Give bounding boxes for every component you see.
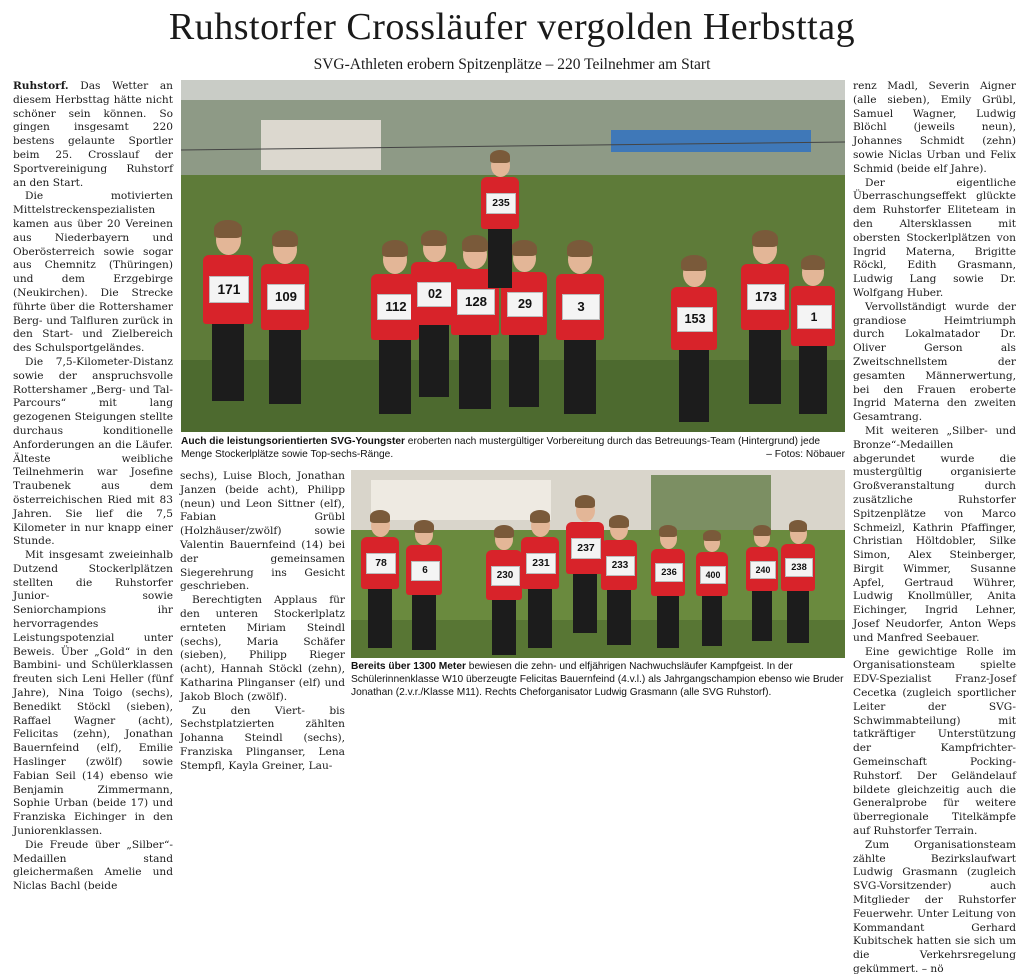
runner — [486, 525, 522, 660]
article-column-2 — [180, 470, 345, 772]
runner-hair — [752, 230, 778, 247]
bib-number: 6 — [411, 561, 440, 581]
caption-text: bewiesen die zehn- und elfjährigen Nachwuchsläufer Kampfgeist. In der Schülerinnenklasse W10 überzeugte Felicitas Bauernfeind (4.v.l.) als Jahrgangschampion ebenso wie Bruder Jonathan (2.v.r./Klasse M11). Rechts Cheforganisator Ludwig Grasmann (alle SVG Ruhstorf). — [351, 661, 844, 698]
bib-number: 400 — [700, 566, 726, 584]
runner — [746, 525, 778, 645]
bib-number: 109 — [267, 284, 305, 310]
paragraph: Das Wetter an diesem Herbsttag hätte nicht schöner sein können. So gingen insgesamt 220 bestens gelaunte Sportler beim 25. Crosslauf der Sportvereinigung Ruhstorf an den Start. — [13, 80, 173, 189]
article-column-4 — [853, 80, 1016, 975]
runner — [361, 510, 399, 653]
runner-hair — [753, 525, 771, 536]
bib-number: 233 — [606, 556, 635, 576]
runner — [741, 230, 789, 410]
runner — [696, 530, 728, 650]
runner — [791, 255, 835, 420]
runner-legs — [749, 330, 780, 404]
bib-number: 173 — [747, 284, 785, 310]
runner-legs — [488, 229, 513, 288]
paragraph: Der eigentliche Überraschungseffekt glückte dem Ruhstorfer Eliteteam in den Altersklassen mit obersten Stockerlplätzen von Ingrid Materna, Brigitte Röckl, Edith Grasmann, Ludwig Lang sowie Dr. Wolfgang Huber. — [853, 176, 1016, 299]
runner-legs — [509, 335, 539, 406]
headline: Ruhstorfer Crossläufer vergolden Herbsttag — [168, 6, 856, 48]
runner — [651, 525, 685, 653]
runner-hair — [681, 255, 706, 271]
bib-number: 128 — [457, 289, 495, 315]
runner-legs — [787, 591, 809, 644]
runner — [261, 230, 309, 410]
paragraph: Vervollständigt wurde der grandiose Heimtriumph durch Lokalmatador Dr. Oliver Gerson als Zweitschnellstem der gesamten Männerwertung, bei den Frauen eroberte Ingrid Materna den zweiten Gesamtrang. — [853, 300, 1016, 424]
paragraph: Eine gewichtige Rolle im Organisationsteam spielte EDV-Spezialist Franz-Josef Cecetka (zugleich sportlicher Leiter der SVG-Schwimmabteilung) mit tatkräftiger Unterstützung der Kampfrichter-Gemeinschaft Pocking-Ruhstorf. Der Geländelauf bildete gleichzeitig auch die Generalprobe für weitere überregionale Titelkämpfe auf Ruhstorfer Terrain. — [853, 645, 1016, 838]
runner-legs — [368, 589, 393, 648]
runner-hair — [789, 520, 808, 532]
runner-legs — [564, 340, 595, 414]
runner — [406, 520, 442, 655]
bib-number: 78 — [366, 553, 397, 574]
runner-hair — [703, 530, 721, 541]
runner-hair — [575, 495, 596, 508]
bib-number: 1 — [797, 305, 832, 329]
runner — [556, 240, 604, 420]
runner-hair — [272, 230, 298, 247]
runner — [203, 220, 253, 408]
runner-legs — [459, 335, 490, 409]
runner-legs — [269, 330, 300, 404]
runner-legs — [799, 346, 828, 414]
bib-number: 02 — [417, 282, 454, 307]
paragraph: Die Freude über „Silber“-Medaillen stand gleichermaßen Amelie und Niclas Bachl (beide — [13, 838, 173, 893]
bib-number: 238 — [785, 558, 813, 577]
runner-hair — [214, 220, 242, 238]
runner-legs — [528, 589, 553, 648]
paragraph: Die motivierten Mittelstreckenspezialisten kamen aus über 20 Vereinen aus Niederbayern und Oberösterreich sowie sogar aus Chemnitz (Thüringen) und dem Erzgebirge (Neukirchen). Die Strecke führte über die Rottershamer Berg- und Talfluren zurück in den Start- und Zielbereich des Schulsportgeländes. — [13, 190, 173, 355]
article-column-1 — [13, 80, 173, 893]
bib-number: 236 — [655, 563, 683, 582]
runner-legs — [412, 595, 435, 651]
runner-legs — [679, 350, 709, 421]
second-photo — [351, 470, 845, 658]
runner — [566, 495, 604, 638]
paragraph: sechs), Luise Bloch, Jonathan Janzen (beide acht), Philipp (neun) und Leon Sittner (elf), Fabian Grübl (Holzhäuser/zwölf) sowie Valentin Bauernfeind (14) bei der gemeinsamen Siegerehrung ins Gesicht geschrieben. — [180, 470, 345, 593]
runner — [481, 150, 519, 293]
runner — [601, 515, 637, 650]
second-photo-caption — [351, 660, 845, 699]
runner-hair — [490, 150, 511, 163]
bib-number: 235 — [486, 193, 517, 214]
runner-legs — [212, 324, 245, 402]
bib-number: 237 — [571, 538, 602, 559]
bib-number: 240 — [750, 561, 776, 579]
runner-legs — [492, 600, 515, 656]
subheadline: SVG-Athleten erobern Spitzenplätze – 220 Teilnehmer am Start — [313, 56, 711, 73]
runner-hair — [382, 240, 408, 257]
paragraph: Mit insgesamt zweieinhalb Dutzend Stockerlplätzen stellten die Ruhstorfer Junior- sowie Seniorchampions ihr hervorragendes Leistungspotenzial unter Beweis. Über „Gold“ in den Bambini- und Schülerklassen freuten sich Leni Heller (fünf Jahre), Nina Toigo (sechs), Benedikt Stöckl (sieben), Raffael Wagner (acht), Felicitas (zehn), Jonathan Bauernfeind (elf), Emilie Haslinger (zwölf) sowie Fabian Seil (14) ebenso wie Benjamin Zimmermann, Sophie Urban (beide 17) und Franziska Eichinger in den Juniorenklassen. — [13, 549, 173, 838]
bib-number: 231 — [526, 553, 557, 574]
runner-hair — [494, 525, 514, 538]
paragraph: Zu den Viert- bis Sechstplatzierten zählten Johanna Steindl (sechs), Franziska Plinganser, Lena Stempfl, Kayla Greiner, Lau- — [180, 704, 345, 772]
caption-lead: Bereits über 1300 Meter — [351, 661, 466, 672]
paragraph: Berechtigten Applaus für den unteren Stockerlplatz ernteten Miriam Steindl (sechs), Maria Schäfer (sieben), Philipp Rieger (acht), Hannah Stöckl (zehn), Katharina Plinganser (elf) und Jakob Bloch (zwölf). — [180, 594, 345, 703]
caption-text: eroberten nach mustergültiger Vorbereitung durch das Betreuungs-Team (Hintergrund) jede Menge Stockerlplätze sowie Top-sechs-Ränge. — [181, 436, 821, 460]
runner-legs — [657, 596, 679, 649]
bib-number: 153 — [677, 307, 714, 332]
runner-hair — [801, 255, 825, 270]
paragraph: Die 7,5-Kilometer-Distanz sowie der anspruchsvolle Rottershamer „Berg- und Tal-Parcours“ mit lang gezogenen Steigungen stellte durchaus konditionelle Anforderungen an die Läufer. Älteste weibliche Teilnehmerin war Josefine Traubenek aus dem österreichischen Ried mit 83 Jahren. Sie lief die 7,5 Kilometer in nur knapp einer Stunde. — [13, 355, 173, 548]
runner-hair — [414, 520, 434, 533]
caption-lead: Auch die leistungsorientierten SVG-Youngster — [181, 436, 405, 447]
runner-hair — [530, 510, 551, 523]
paragraph: renz Madl, Severin Aigner (alle sieben), Emily Grübl, Samuel Wagner, Ludwig Blöchl (jeweils neun), Johannes Schmidt (zehn) sowie Niclas Urban und Felix Schmid (beide elf Jahre). — [853, 80, 1016, 175]
paragraph: Zum Organisationsteam zählte Bezirkslaufwart Ludwig Grasmann (zugleich SVG-Vorsitzender) auch Mitglieder der Ruhstorfer Feuerwehr. Unter Leitung von Kommandant Gerhard Kubitschek hatten sie sich um die Verkehrsregelung gekümmert. – nö — [853, 838, 1016, 975]
runner-hair — [567, 240, 593, 257]
runner — [781, 520, 815, 648]
paragraph: Mit weiteren „Silber- und Bronze“-Medaillen abgerundet wurde die mustergültig organisierte Großveranstaltung durch zusätzliche Ruhstorfer Spitzenplätze von Marco Schmeizl, Kathrin Pfaffinger, Christian Höltdobler, Silke Simon, Alex Steinberger, Birgit Wimmer, Susanne Apfel, Gertraud Wührer, Ludwig Knollmüller, Anita Eichinger, Ingrid Lehner, Josef Neudorfer, Anton Weps und Manfred Seebauer. — [853, 424, 1016, 644]
bib-number: 171 — [209, 276, 249, 303]
runner-legs — [702, 596, 723, 646]
runner-legs — [573, 574, 598, 633]
runner — [521, 510, 559, 653]
dateline: Ruhstorf. — [13, 80, 69, 92]
runner-hair — [421, 230, 446, 246]
photo-credit: – Fotos: Nöbauer — [766, 449, 845, 460]
runner-hair — [370, 510, 391, 523]
runner-legs — [379, 340, 410, 414]
runner-legs — [752, 591, 773, 641]
runner — [671, 255, 717, 428]
runner-hair — [609, 515, 629, 528]
bib-number: 112 — [377, 294, 415, 320]
runner-legs — [607, 590, 630, 646]
runner-legs — [419, 325, 449, 396]
bib-number: 29 — [507, 292, 544, 317]
bib-number: 230 — [491, 566, 520, 586]
bib-number: 3 — [562, 294, 600, 320]
lead-photo-caption — [181, 435, 845, 461]
runner-hair — [659, 525, 678, 537]
lead-photo — [181, 80, 845, 432]
